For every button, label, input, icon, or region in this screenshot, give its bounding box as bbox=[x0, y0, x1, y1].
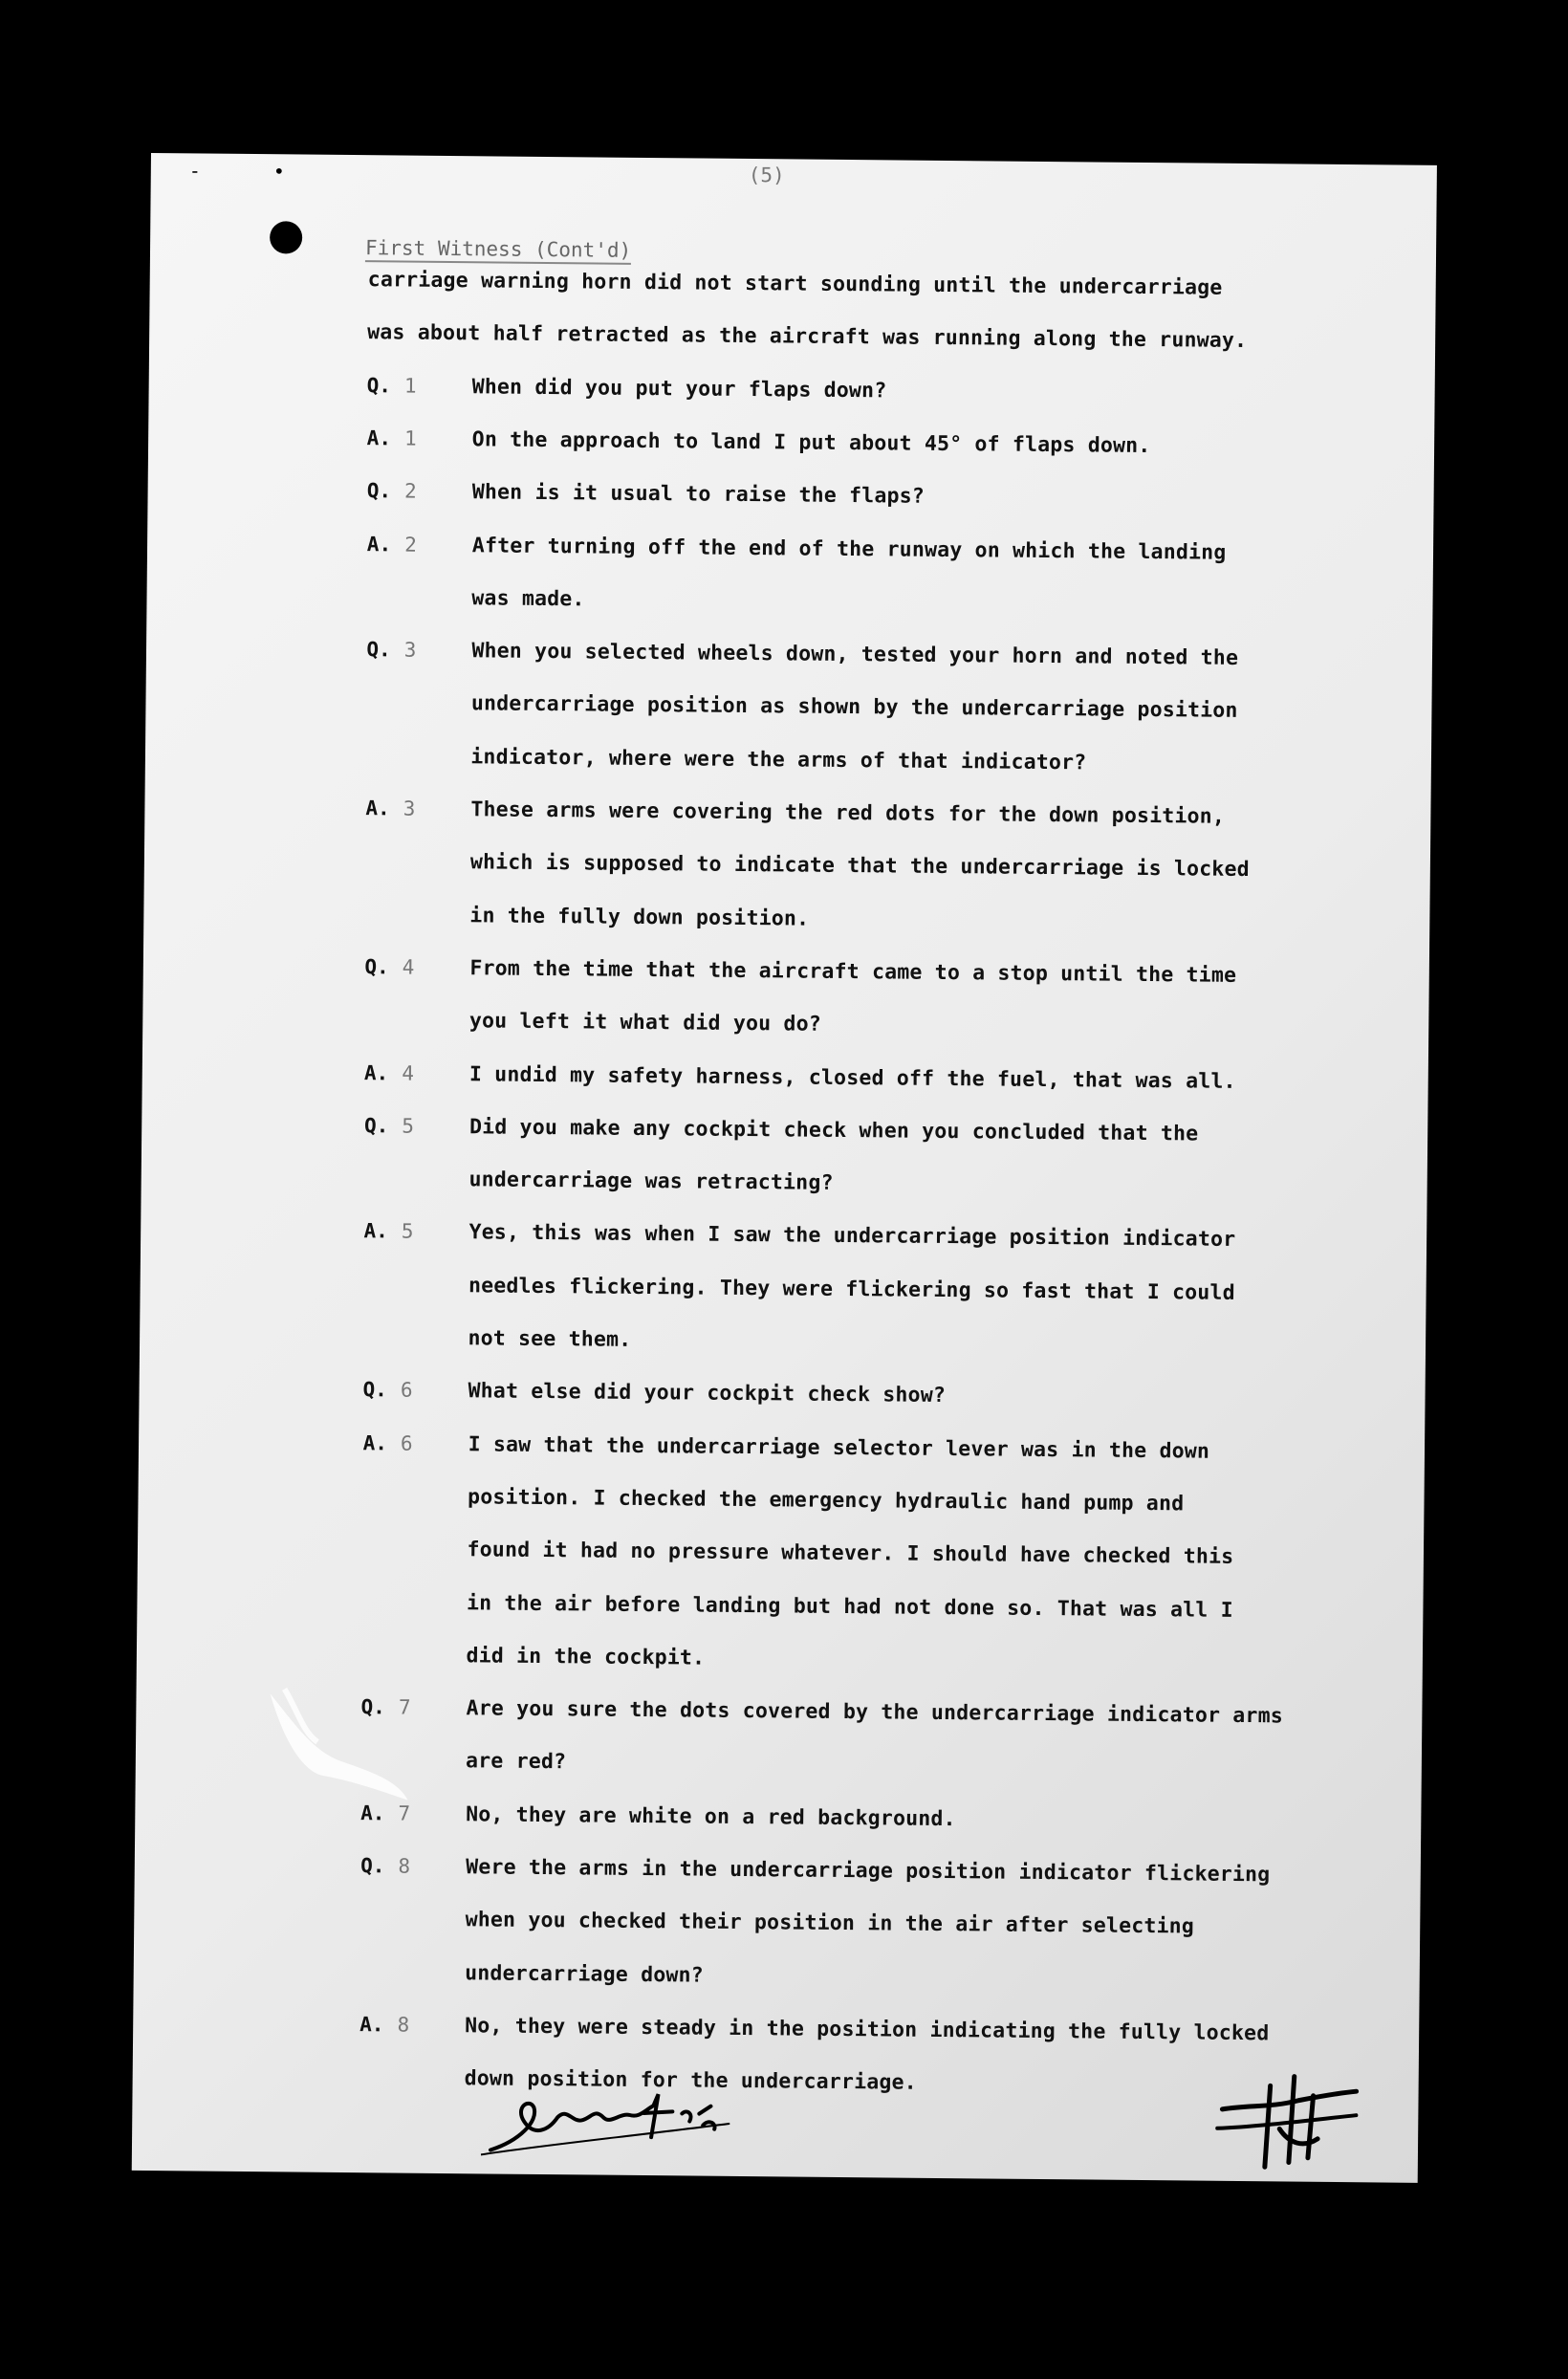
answer-text: not see them. bbox=[468, 1326, 632, 1352]
question-text: When did you put your flaps down? bbox=[471, 374, 887, 403]
question-text: Are you sure the dots covered by the undercarriage indicator arms bbox=[466, 1696, 1284, 1729]
qa-marker: A. bbox=[366, 426, 392, 450]
question-text: when you checked their position in the air after selecting bbox=[465, 1908, 1195, 1939]
answer-text: I saw that the undercarriage selector lever was in the down bbox=[468, 1431, 1210, 1464]
answer-text: found it had no pressure whatever. I should have checked this bbox=[467, 1538, 1234, 1570]
answer-text: was made. bbox=[471, 586, 585, 612]
question-text: undercarriage position as shown by the undercarriage position bbox=[470, 691, 1238, 724]
qa-marker: Q. bbox=[366, 638, 391, 662]
question-text: When you selected wheels down, tested your horn and noted the bbox=[471, 639, 1239, 671]
qa-number: 3 bbox=[403, 797, 416, 820]
question-text: are red? bbox=[465, 1749, 567, 1775]
qa-number: 2 bbox=[403, 479, 417, 503]
answer-text: in the air before landing but had not done so. That was all I bbox=[466, 1590, 1233, 1623]
answer-text: After turning off the end of the runway on which the landing bbox=[471, 533, 1227, 565]
qa-number: 1 bbox=[403, 374, 417, 398]
qa-marker: A. bbox=[363, 1219, 388, 1243]
answer-text: Yes, this was when I saw the undercarriage position indicator bbox=[468, 1220, 1236, 1253]
question-text: When is it usual to raise the flaps? bbox=[471, 480, 926, 509]
question-label bbox=[367, 479, 417, 502]
corner-mark-left: - bbox=[188, 159, 201, 183]
qa-number: 5 bbox=[401, 1219, 414, 1244]
qa-number: 7 bbox=[398, 1801, 411, 1825]
answer-text: On the approach to land I put about 45° of flaps down. bbox=[471, 427, 1151, 458]
signature-right bbox=[1212, 2071, 1366, 2178]
qa-marker: A. bbox=[365, 797, 390, 820]
qa-marker: Q. bbox=[366, 479, 392, 503]
answer-label bbox=[363, 1220, 413, 1243]
qa-marker: Q. bbox=[360, 1854, 385, 1878]
qa-marker: Q. bbox=[363, 1113, 389, 1138]
answer-label bbox=[367, 533, 417, 556]
question-label bbox=[364, 1114, 414, 1137]
answer-text: down position for the undercarriage. bbox=[464, 2066, 917, 2095]
intro-line: was about half retracted as the aircraft was running along the runway. bbox=[367, 320, 1248, 354]
qa-marker: Q. bbox=[366, 373, 392, 398]
answer-text: position. I checked the emergency hydraulic hand pump and bbox=[467, 1485, 1185, 1517]
question-label bbox=[362, 1378, 412, 1401]
corner-mark-right: • bbox=[272, 160, 285, 184]
intro-line: carriage warning horn did not start sounding until the undercarriage bbox=[367, 268, 1223, 300]
answer-label bbox=[367, 426, 417, 449]
signature-left bbox=[481, 2083, 740, 2162]
answer-text: did in the cockpit. bbox=[466, 1644, 706, 1670]
qa-number: 8 bbox=[398, 1854, 411, 1878]
question-text: Did you make any cockpit check when you concluded that the bbox=[468, 1115, 1199, 1146]
answer-text: I undid my safety harness, closed off the fuel, that was all. bbox=[468, 1061, 1236, 1094]
qa-number: 5 bbox=[402, 1114, 415, 1138]
smudge-mark bbox=[264, 1684, 418, 1810]
qa-marker: Q. bbox=[360, 1695, 386, 1719]
answer-text: No, they were steady in the position indicating the fully locked bbox=[465, 2014, 1270, 2046]
qa-number: 4 bbox=[402, 955, 415, 979]
answer-label bbox=[359, 2013, 409, 2036]
punch-hole bbox=[270, 221, 302, 253]
qa-number: 3 bbox=[403, 638, 417, 662]
question-label bbox=[366, 638, 416, 661]
answer-label bbox=[364, 1061, 414, 1084]
qa-number: 7 bbox=[398, 1695, 411, 1719]
question-text: Were the arms in the undercarriage position indicator flickering bbox=[466, 1855, 1271, 1888]
section-heading: First Witness (Cont'd) bbox=[365, 236, 631, 265]
answer-text: in the fully down position. bbox=[469, 903, 810, 931]
qa-number: 2 bbox=[404, 533, 417, 557]
answer-text: These arms were covering the red dots for the down position, bbox=[470, 797, 1226, 829]
qa-number: 6 bbox=[400, 1431, 413, 1455]
qa-marker: A. bbox=[360, 1801, 385, 1825]
answer-label bbox=[363, 1431, 413, 1454]
qa-marker: A. bbox=[363, 1060, 389, 1084]
question-text: indicator, where were the arms of that indicator? bbox=[470, 744, 1087, 775]
question-text: From the time that the aircraft came to a stop until the time bbox=[469, 956, 1237, 988]
qa-marker: A. bbox=[362, 1430, 388, 1455]
qa-number: 4 bbox=[402, 1061, 415, 1085]
qa-marker: Q. bbox=[362, 1378, 388, 1402]
qa-number: 8 bbox=[397, 2013, 410, 2037]
answer-label bbox=[365, 797, 415, 819]
qa-number: 6 bbox=[400, 1378, 413, 1402]
question-text: What else did your cockpit check show? bbox=[468, 1379, 947, 1408]
question-label bbox=[364, 955, 414, 978]
qa-marker: A. bbox=[366, 532, 392, 556]
answer-text: needles flickering. They were flickering so fast that I could bbox=[468, 1273, 1235, 1305]
question-text: undercarriage down? bbox=[465, 1960, 704, 1988]
question-label bbox=[360, 1854, 410, 1877]
question-text: you left it what did you do? bbox=[468, 1009, 822, 1037]
document-page bbox=[132, 153, 1437, 2183]
answer-text: which is supposed to indicate that the undercarriage is locked bbox=[469, 850, 1250, 883]
qa-marker: A. bbox=[359, 2013, 384, 2037]
page-number: (5) bbox=[748, 163, 785, 187]
question-text: undercarriage was retracting? bbox=[468, 1168, 834, 1195]
question-label bbox=[367, 374, 417, 397]
qa-number: 1 bbox=[403, 426, 417, 450]
qa-marker: Q. bbox=[364, 955, 389, 979]
answer-text: No, they are white on a red background. bbox=[466, 1801, 956, 1831]
